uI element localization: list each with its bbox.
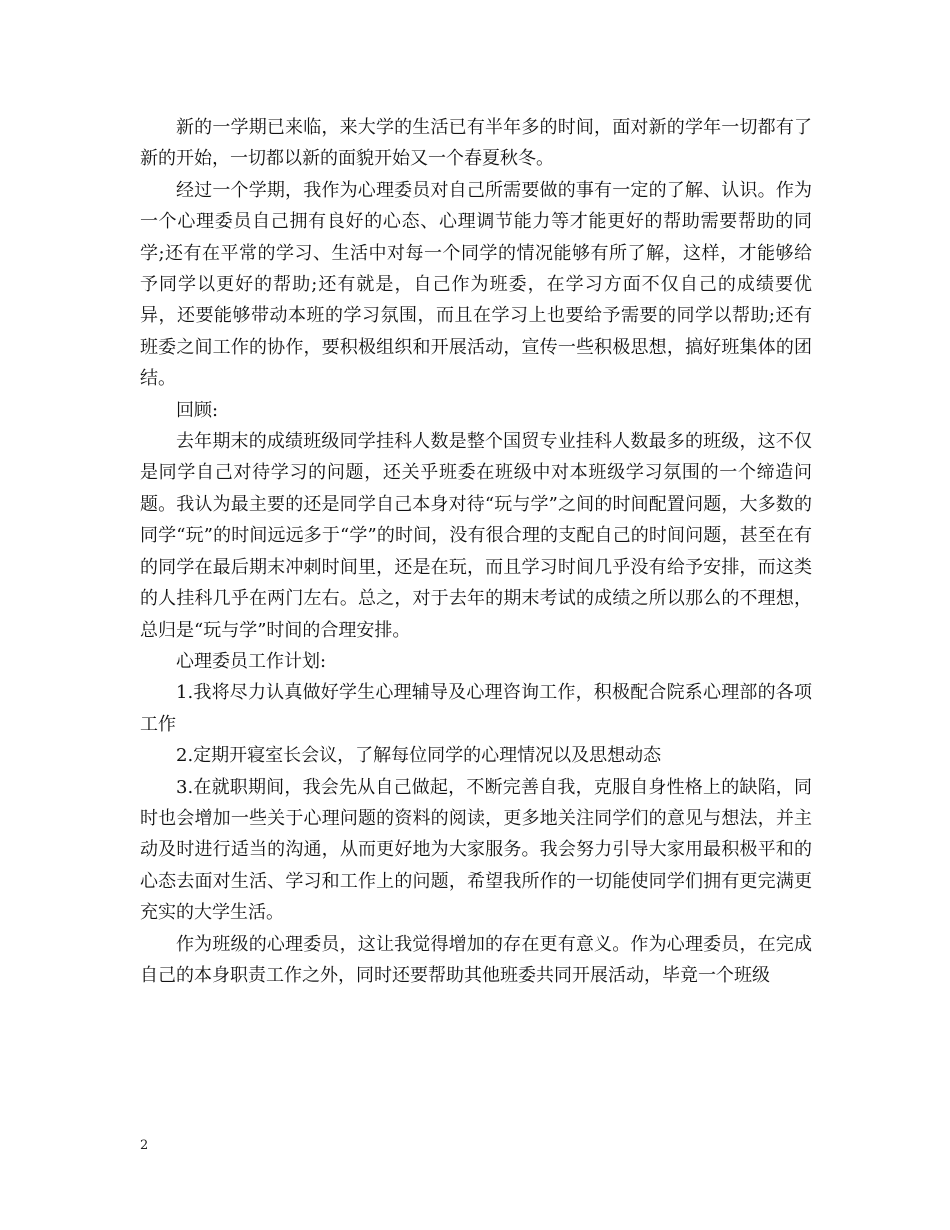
body-text <box>140 112 812 991</box>
page-number: 2 <box>140 1138 149 1153</box>
heading-work-plan: 心理委员工作计划: <box>176 650 327 672</box>
paragraph-review: 去年期末的成绩班级同学挂科人数是整个国贸专业挂科人数最多的班级，这不仅是同学自己对待学习的问题，还关乎班委在班级中对本班级学习氛围的一个缔造问题。我认为最主要的还是同学自己本身对待“玩与学”之间的时间配置问题，大多数的同学“玩”的时间远远多于“学”的时间，没有很合理的支配自己的时间问题，甚至在有的同学在最后期末冲刺时间里，还是在玩，而且学习时间几乎没有给予安排，而这类的人挂科几乎在两门左右。总之，对于去年的期末考试的成绩之所以那么的不理想，总归是“玩与学”时间的合理安排。 <box>140 431 812 641</box>
plan-item-2: 2.定期开寝室长会议，了解每位同学的心理情况以及思想动态 <box>176 745 662 767</box>
paragraph-role-understanding: 经过一个学期，我作为心理委员对自己所需要做的事有一定的了解、认识。作为一个心理委员自己拥有良好的心态、心理调节能力等才能更好的帮助需要帮助的同学;还有在平常的学习、生活中对每一个同学的情况能够有所了解，这样，才能够给予同学以更好的帮助;还有就是，自己作为班委，在学习方面不仅自己的成绩要优异，还要能够带动本班的学习氛围，而且在学习上也要给予需要的同学以帮助;还有班委之间工作的协作，要积极组织和开展活动，宣传一些积极思想，搞好班集体的团结。 <box>140 179 812 390</box>
plan-item-3: 3.在就职期间，我会先从自己做起，不断完善自我，克服自身性格上的缺陷，同时也会增加一些关于心理问题的资料的阅读，更多地关注同学们的意见与想法，并主动及时进行适当的沟通，从而更好地为大家服务。我会努力引导大家用最积极平和的心态去面对生活、学习和工作上的问题，希望我所作的一切能使同学们拥有更完满更充实的大学生活。 <box>140 776 812 924</box>
plan-item-1: 1.我将尽力认真做好学生心理辅导及心理咨询工作，积极配合院系心理部的各项工作 <box>140 682 812 735</box>
paragraph-new-semester: 新的一学期已来临，来大学的生活已有半年多的时间，面对新的学年一切都有了新的开始，一切都以新的面貌开始又一个春夏秋冬。 <box>140 117 812 170</box>
paragraph-closing: 作为班级的心理委员，这让我觉得增加的存在更有意义。作为心理委员，在完成自己的本身职责工作之外，同时还要帮助其他班委共同开展活动，毕竟一个班级 <box>140 933 812 986</box>
heading-review: 回顾: <box>176 399 219 421</box>
